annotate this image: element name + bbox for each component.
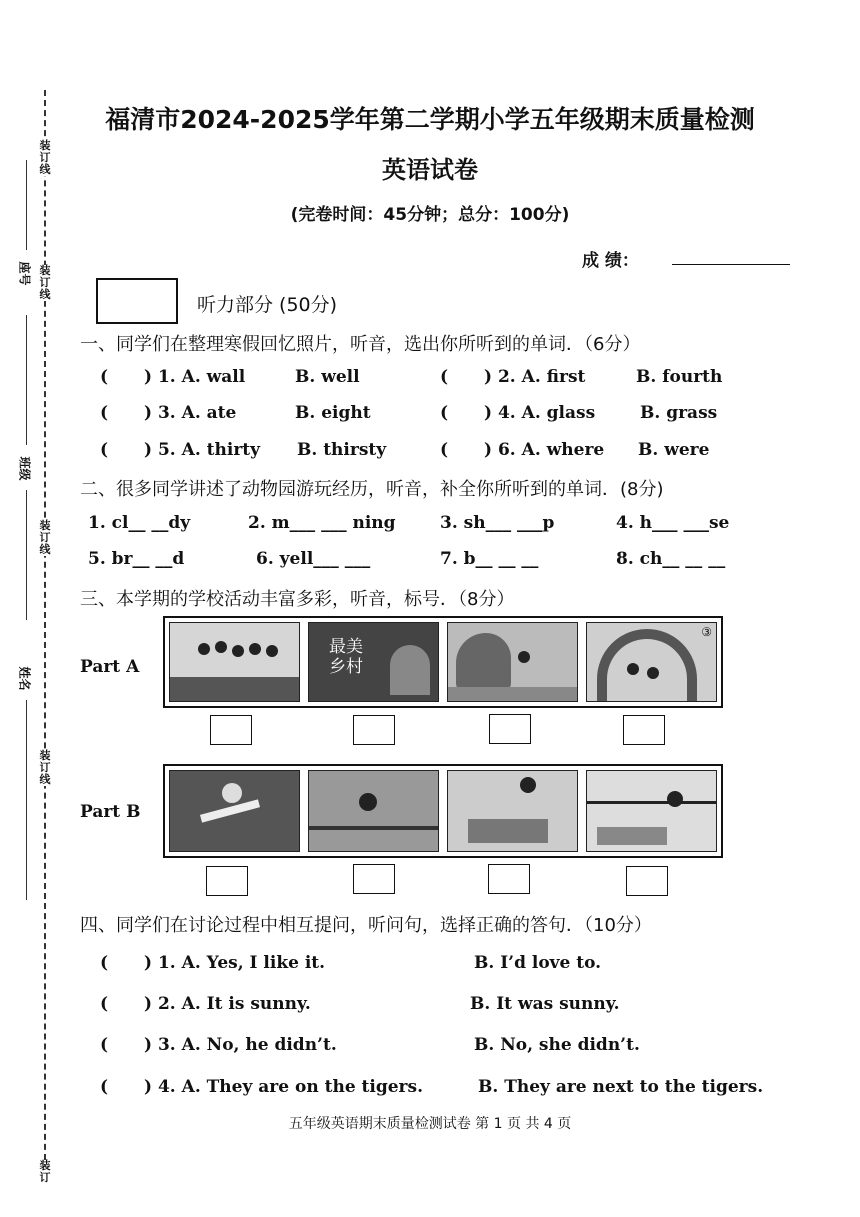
exam-info: (完卷时间：45分钟；总分：100分) <box>290 205 570 225</box>
binding-dashed-line <box>44 90 46 1170</box>
listening-section-title: 听力部分 (50分) <box>197 294 338 316</box>
photo-number: ③ <box>701 625 712 639</box>
q1-item-3-b: B. eight <box>295 403 371 423</box>
photo-relay-race <box>308 770 439 852</box>
q1-item-3 <box>100 403 236 423</box>
binding-mark: 装订线 <box>39 264 51 301</box>
part-b-answer-box-4[interactable] <box>626 866 668 896</box>
answer-paren[interactable]: ( <box>100 1077 109 1097</box>
binding-mark: 装订线 <box>39 519 51 556</box>
q2-item-7[interactable]: 7. b__ __ __ <box>440 549 539 569</box>
q1-item-6-b: B. were <box>638 440 710 460</box>
q1-item-2-b: B. fourth <box>636 367 723 387</box>
answer-paren[interactable]: ( <box>440 440 449 460</box>
answer-paren[interactable]: ( <box>100 440 109 460</box>
part-a-answer-box-4[interactable] <box>623 715 665 745</box>
q2-item-1[interactable]: 1. cl__ __dy <box>88 513 191 533</box>
photo-long-jump <box>447 770 578 852</box>
q4-item-4-b: B. They are next to the tigers. <box>478 1077 764 1097</box>
part-b-answer-box-2[interactable] <box>353 864 395 894</box>
q1-item-6 <box>440 440 604 460</box>
q1-item-4-b: B. grass <box>640 403 718 423</box>
part-b-photo-strip <box>163 764 723 858</box>
photo-beautiful-village <box>308 622 439 702</box>
class-label: 班级 <box>17 456 32 481</box>
q4-item-1 <box>100 953 325 973</box>
q2-item-5[interactable]: 5. br__ __d <box>88 549 185 569</box>
option-a: ) 6. A. where <box>484 440 605 460</box>
part-a-photo-strip <box>163 616 723 708</box>
listening-score-box[interactable] <box>96 278 178 324</box>
q1-item-5 <box>100 440 260 460</box>
binding-mark: 装订线 <box>39 749 51 786</box>
q1-item-2 <box>440 367 585 387</box>
q1-item-4 <box>440 403 595 423</box>
answer-paren[interactable]: ( <box>100 953 109 973</box>
option-a: ) 2. A. It is sunny. <box>144 994 311 1014</box>
option-a: ) 4. A. glass <box>484 403 596 423</box>
photo-running-race <box>169 770 300 852</box>
option-a: ) 3. A. No, he didn’t. <box>144 1035 337 1055</box>
binding-mark: 装订 <box>39 1159 51 1184</box>
question-1-heading: 一、同学们在整理寒假回忆照片，听音，选出你所听到的单词．（6分） <box>80 334 641 355</box>
option-a: ) 2. A. first <box>484 367 586 387</box>
q4-item-2 <box>100 994 311 1014</box>
q1-item-1-b: B. well <box>295 367 360 387</box>
q4-item-4 <box>100 1077 423 1097</box>
answer-paren[interactable]: ( <box>100 1035 109 1055</box>
class-line[interactable] <box>26 315 27 445</box>
q1-item-1 <box>100 367 245 387</box>
q2-item-4[interactable]: 4. h___ ___se <box>616 513 730 533</box>
question-3-heading: 三、本学期的学校活动丰富多彩，听音，标号．（8分） <box>80 589 515 610</box>
q4-item-1-b: B. I’d love to. <box>474 953 602 973</box>
seat-number-label: 座号 <box>17 261 32 286</box>
option-a: ) 1. A. Yes, I like it. <box>144 953 326 973</box>
part-a-label: Part A <box>80 657 140 677</box>
q4-item-2-b: B. It was sunny. <box>470 994 620 1014</box>
answer-paren[interactable]: ( <box>440 403 449 423</box>
answer-paren[interactable]: ( <box>440 367 449 387</box>
answer-paren[interactable]: ( <box>100 403 109 423</box>
photo-rocky-hill <box>447 622 578 702</box>
part-b-answer-box-3[interactable] <box>488 864 530 894</box>
page-footer: 五年级英语期末质量检测试卷 第 1 页 共 4 页 <box>288 1116 572 1132</box>
exam-subtitle: 英语试卷 <box>382 156 478 184</box>
q4-item-3-b: B. No, she didn’t. <box>474 1035 640 1055</box>
question-2-heading: 二、很多同学讲述了动物园游玩经历，听音，补全你所听到的单词．(8分) <box>80 479 664 500</box>
part-b-label: Part B <box>80 802 141 822</box>
score-blank[interactable] <box>672 264 790 265</box>
option-a: ) 4. A. They are on the tigers. <box>144 1077 424 1097</box>
name-label: 姓名 <box>17 666 32 691</box>
q2-item-3[interactable]: 3. sh___ ___p <box>440 513 555 533</box>
binding-rule <box>26 700 27 900</box>
photo-caption: 最美乡村 <box>329 637 363 677</box>
part-a-answer-box-3[interactable] <box>489 714 531 744</box>
binding-mark: 装订线 <box>39 139 51 176</box>
option-a: ) 1. A. wall <box>144 367 246 387</box>
q2-item-8[interactable]: 8. ch__ __ __ <box>616 549 726 569</box>
answer-paren[interactable]: ( <box>100 367 109 387</box>
part-b-answer-box-1[interactable] <box>206 866 248 896</box>
option-a: ) 3. A. ate <box>144 403 237 423</box>
photo-high-jump <box>586 770 717 852</box>
question-4-heading: 四、同学们在讨论过程中相互提问，听问句，选择正确的答句．（10分） <box>80 915 652 936</box>
q2-item-6[interactable]: 6. yell___ ___ <box>256 549 371 569</box>
photo-group-of-children <box>169 622 300 702</box>
q2-item-2[interactable]: 2. m___ ___ ning <box>248 513 396 533</box>
name-line[interactable] <box>26 490 27 620</box>
score-label: 成 绩： <box>582 251 639 271</box>
exam-title: 福清市2024-2025学年第二学期小学五年级期末质量检测 <box>105 105 755 134</box>
q4-item-3 <box>100 1035 337 1055</box>
photo-arch-and-children <box>586 622 717 702</box>
part-a-answer-box-1[interactable] <box>210 715 252 745</box>
answer-paren[interactable]: ( <box>100 994 109 1014</box>
q1-item-5-b: B. thirsty <box>297 440 387 460</box>
part-a-answer-box-2[interactable] <box>353 715 395 745</box>
option-a: ) 5. A. thirty <box>144 440 261 460</box>
